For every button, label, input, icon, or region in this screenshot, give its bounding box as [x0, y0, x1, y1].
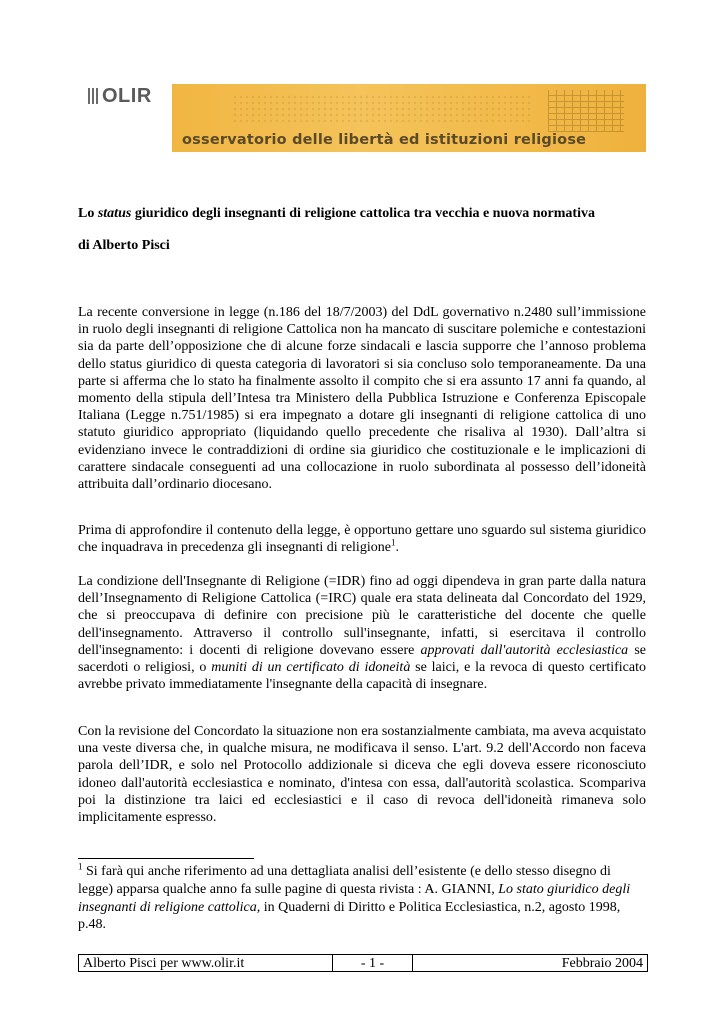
- footnote-ref[interactable]: 1: [390, 537, 396, 548]
- footer-page-number: - 1 -: [333, 955, 413, 971]
- paragraph-1: La recente conversione in legge (n.186 del 18/7/2003) del DdL governativo n.2480 sull’immissione in ruolo degli insegnanti di religione Cattolica non ha mancato di suscitare polemiche e contestazioni sia da parte dell’opposizione che di alcune forze sindacali e lascia supporre che l’annoso problema dello status giuridico di questa categoria di lavoratori si sia concluso solo temporaneamente. Da una parte si afferma che lo stato ha finalmente assolto il compito che si era assunto 17 anni fa quando, al momento della stipula dell’Intesa tra Ministero della Pubblica Istruzione e Conferenza Episcopale Italiana (Legge n.751/1985) si era impegnato a dotare gli insegnanti di religione cattolica di uno statuto giuridico appropriato (liquidando quello precedente che risaliva al 1930). Dall’altra si evidenziano invece le contraddizioni di ordine sia giuridico che costituzionale e le implicazioni di carattere sindacale conseguenti ad una collocazione in ruolo subordinata al possesso dell’idoneità attribuita dall’ordinario diocesano.: [78, 305, 646, 493]
- paragraph-3: La condizione dell'Insegnante di Religione (=IDR) fino ad oggi dipendeva in gran parte dalla natura dell’Insegnamento di Religione Cattolica (=IRC) quale era stata delineata dal Concordato del 1929, che si preoccupava di definire con precisione più le caratteristiche del docente che quelle dell'insegnamento. Attraverso il controllo sull'insegnante, infatti, si esercitava il controllo dell'insegnamento: i docenti di religione dovevano essere approvati dall'autorità ecclesiastica se sacerdoti o religiosi, o muniti di un certificato di idoneità se laici, e la revoca di questo certificato avrebbe privato immediatamente l'insegnante della capacità di insegnare.: [78, 574, 646, 693]
- footnote-separator: [78, 858, 254, 859]
- article-title: Lo status giuridico degli insegnanti di religione cattolica tra vecchia e nuova normativa: [78, 206, 595, 221]
- byline: di Alberto Pisci: [78, 238, 170, 253]
- footnote-number: 1: [78, 861, 83, 872]
- banner-texture: [232, 94, 532, 124]
- paragraph-4: Con la revisione del Concordato la situazione non era sostanzialmente cambiata, ma aveva acquistato una veste diversa che, in qualche misura, ne modificava il senso. L'art. 9.2 dell'Accordo non faceva parola dell’IDR, e solo nel Protocollo addizionale si diceva che egli doveva essere riconosciuto idoneo dall'autorità ecclesiastica e nominato, d'intesa con essa, dall'autorità scolastica. Scompariva poi la distinzione tra laici ed ecclesiastici e il caso di revoca dell'idoneità rimaneva solo implicitamente espresso.: [78, 724, 646, 826]
- banner-title: osservatorio delle libertà ed istituzioni religiose: [182, 132, 587, 148]
- logo-bars-icon: [88, 88, 100, 104]
- olir-logo: [88, 84, 152, 108]
- title-italic: status: [97, 206, 132, 221]
- footnote-1: $^1$ Si farà qui anche riferimento ad una dettagliata analisi dell’esistente (e dello stesso disegno di legge) apparsa qualche anno fa sulle pagine di questa rivista : A. GIANNI, Lo stato giuridico degli insegnanti di religione cattolica, in Quaderni di Diritto e Politica Ecclesiastica, n.2, agosto 1998, p.48.: [78, 861, 631, 933]
- page-footer: [78, 954, 648, 972]
- banner-grid-icon: [548, 90, 624, 132]
- paragraph-2: Prima di approfondire il contenuto della legge, è opportuno gettare uno sguardo sul sistema giuridico che inquadrava in precedenza gli insegnanti di religione$^1$.: [78, 523, 646, 556]
- logo-text: OLIR: [102, 84, 152, 107]
- footer-author: Alberto Pisci per www.olir.it: [79, 955, 333, 971]
- header-banner: [172, 84, 646, 152]
- footer-date: Febbraio 2004: [561, 956, 643, 971]
